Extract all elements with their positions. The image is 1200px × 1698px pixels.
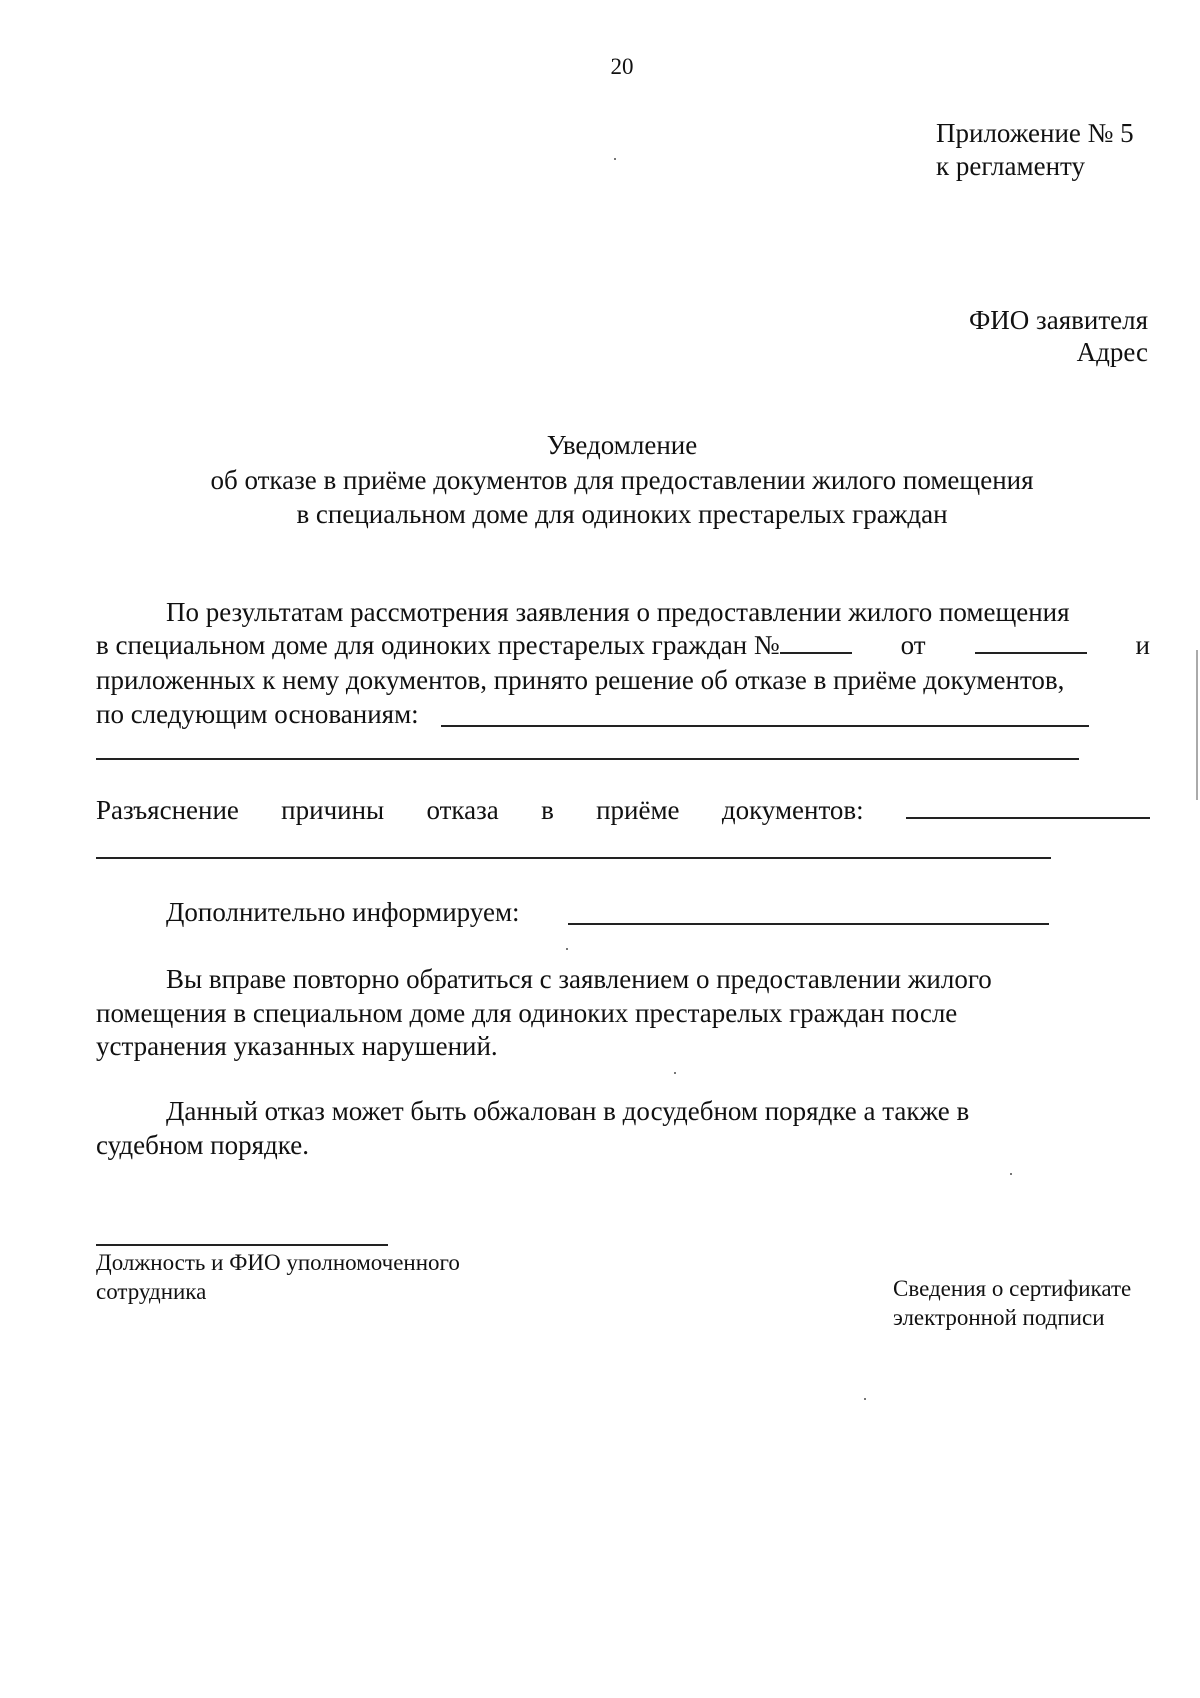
signature-blank[interactable] — [96, 1244, 388, 1246]
scan-speck — [566, 948, 568, 950]
certificate-label-line1: Сведения о сертификате — [893, 1276, 1132, 1301]
appeal-line2: судебном порядке. — [96, 1130, 309, 1160]
addressee-name: ФИО заявителя — [968, 305, 1148, 335]
appendix-number: Приложение № 5 — [936, 118, 1134, 148]
certificate-label-line2: электронной подписи — [893, 1305, 1105, 1330]
appeal-line1 — [166, 1094, 1150, 1128]
signature-label-line2: сотрудника — [96, 1279, 207, 1304]
paragraph1-application-label: в специальном доме для одиноких престарелых граждан № — [96, 630, 780, 660]
explanation-word-3: отказа — [426, 795, 499, 825]
explanation-word-5: приёме — [596, 795, 680, 825]
explanation-word-2: причины — [281, 795, 385, 825]
retry-line2 — [96, 996, 1150, 1030]
document-title: Уведомление — [546, 430, 698, 460]
page-number: 20 — [610, 54, 634, 79]
paragraph1-line1-text: По результатам рассмотрения заявления о предоставлении жилого помещения — [166, 597, 1070, 627]
retry-line1-text: Вы вправе повторно обратиться с заявлением о предоставлении жилого — [166, 964, 992, 994]
retry-line2-text: помещения в специальном доме для одиноких престарелых граждан после — [96, 998, 958, 1028]
explanation-blank-line2[interactable] — [96, 857, 1051, 859]
paragraph1-line1 — [166, 595, 1150, 629]
paragraph1-conjunction: и — [1135, 630, 1150, 660]
application-number-blank[interactable] — [780, 628, 852, 654]
explanation-blank[interactable] — [906, 793, 1150, 819]
paragraph1-line3-text: приложенных к нему документов, принято решение об отказе в приёме документов, — [96, 665, 1065, 695]
paragraph1-line3 — [96, 663, 1150, 697]
explanation-word-4: в — [541, 795, 554, 825]
document-subtitle-line2: в специальном доме для одиноких престарелых граждан — [296, 499, 948, 529]
paragraph1-line2 — [96, 628, 1150, 662]
explanation-word-1: Разъяснение — [96, 795, 239, 825]
application-date-blank[interactable] — [975, 628, 1087, 654]
signature-label-line1: Должность и ФИО уполномоченного — [96, 1250, 460, 1275]
scan-speck — [1010, 1173, 1012, 1175]
addressee-address: Адрес — [1076, 337, 1148, 367]
paragraph1-date-label: от — [900, 630, 926, 660]
explanation-line — [96, 793, 1150, 827]
grounds-blank-line1[interactable] — [441, 725, 1089, 727]
grounds-blank-line2[interactable] — [96, 758, 1079, 760]
appendix-reference: к регламенту — [936, 151, 1085, 181]
scan-speck — [614, 158, 616, 160]
scan-edge-mark — [1196, 650, 1198, 800]
paragraph1-line4: по следующим основаниям: — [96, 699, 419, 729]
paragraph1-line2-text — [96, 628, 852, 662]
document-subtitle-line1: об отказе в приёме документов для предоставлении жилого помещения — [210, 465, 1034, 495]
retry-line3: устранения указанных нарушений. — [96, 1031, 498, 1061]
additional-info-blank[interactable] — [568, 923, 1049, 925]
additional-info-label: Дополнительно информируем: — [166, 897, 520, 927]
explanation-word-6: документов: — [721, 795, 864, 825]
scan-speck — [864, 1398, 866, 1400]
appeal-line1-text: Данный отказ может быть обжалован в досудебном порядке а также в — [166, 1096, 970, 1126]
scan-speck — [674, 1072, 676, 1074]
retry-line1 — [166, 962, 1150, 996]
